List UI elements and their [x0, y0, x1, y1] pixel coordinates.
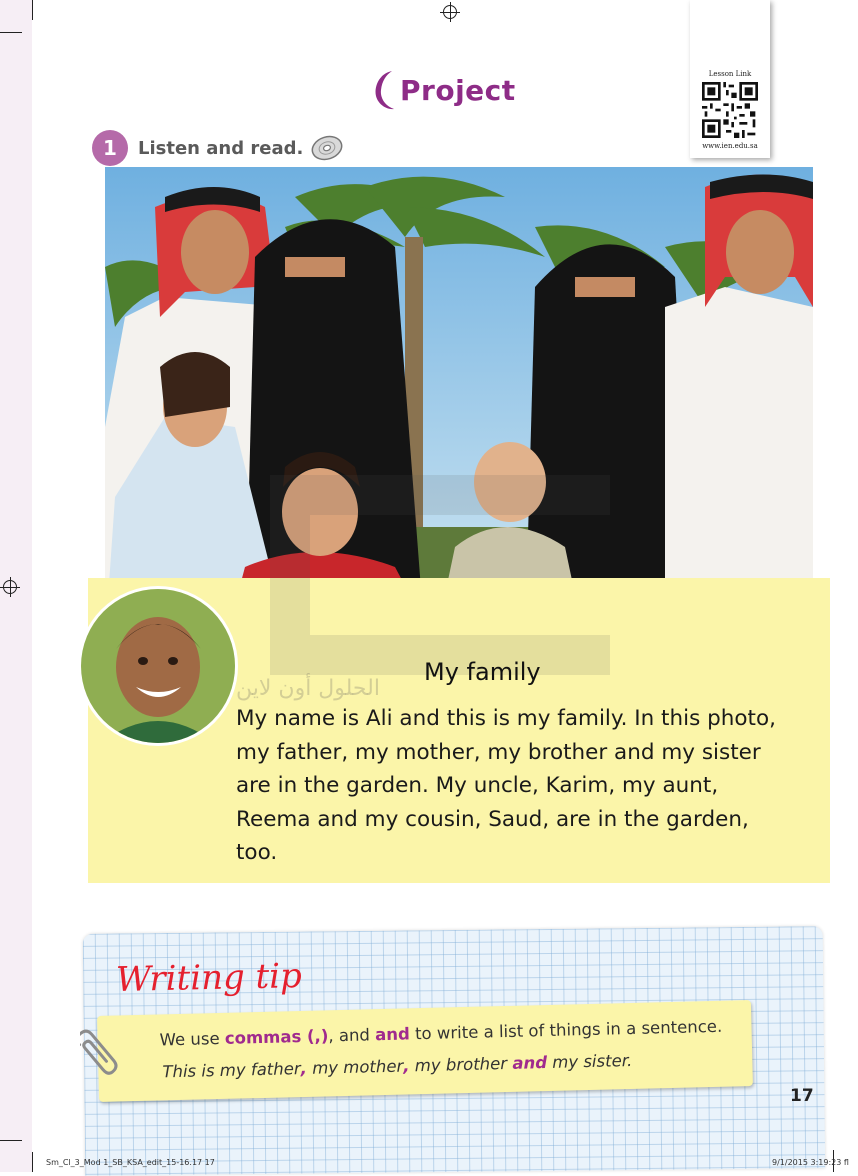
exercise-instruction	[92, 130, 343, 166]
tip-example-comma: ,	[403, 1056, 410, 1076]
crop-mark	[32, 0, 33, 20]
crop-mark	[0, 1140, 22, 1141]
tip-example-text: my sister.	[546, 1050, 633, 1073]
registration-mark-left	[3, 580, 17, 594]
watermark-text: الحلول أون لاين	[236, 676, 380, 701]
story-body: My name is Ali and this is my family. In this photo, my father, my mother, my brother and my sister are in the garden. My uncle, Karim, my aunt, Reema and my cousin, Saud, are in the garden, too.	[236, 706, 776, 865]
tip-example-line	[162, 1051, 632, 1081]
tip-example-and: and	[512, 1053, 548, 1073]
writing-tip-box	[97, 1000, 753, 1102]
crop-mark	[0, 32, 22, 33]
lesson-link-label: Lesson Link	[708, 70, 752, 78]
writing-tip-heading: Writing tip	[115, 956, 303, 1000]
qr-code-icon[interactable]	[702, 82, 758, 138]
lesson-link-card[interactable]	[690, 0, 770, 158]
tip-example-text: my mother	[306, 1056, 404, 1078]
family-photo	[105, 167, 813, 642]
page-number: 17	[790, 1086, 814, 1106]
page-title: Project	[400, 73, 516, 107]
tip-example-comma: ,	[300, 1058, 308, 1079]
tip-text: We use	[159, 1028, 226, 1050]
crescent-icon	[372, 68, 398, 112]
print-slug: Sm_Cl_3_Mod 1_SB_KSA_edit_15-16.17 17	[46, 1158, 215, 1167]
story-title: My family	[424, 658, 541, 686]
instruction-text: Listen and read.	[138, 137, 304, 159]
tip-example-text: my brother	[409, 1053, 513, 1076]
tip-highlight-commas: commas (,)	[224, 1026, 329, 1048]
tip-text: to write a list of things in a sentence.	[409, 1016, 723, 1044]
paperclip-icon	[80, 1020, 128, 1078]
lesson-link-url[interactable]: www.ien.edu.sa	[702, 142, 758, 150]
tip-text: , and	[328, 1025, 376, 1046]
tip-highlight-and: and	[374, 1024, 411, 1045]
crop-mark	[32, 1152, 33, 1172]
print-timestamp: 9/1/2015 3:19:23 fl	[772, 1158, 849, 1167]
ali-avatar	[78, 586, 238, 746]
boy-portrait-icon	[81, 589, 235, 743]
tip-rule-line	[159, 1017, 722, 1050]
tip-example-text: This is my father	[162, 1059, 301, 1082]
page-header	[372, 68, 516, 112]
exercise-number-badge: 1	[92, 130, 128, 166]
cd-icon[interactable]	[311, 135, 343, 161]
registration-mark-top	[443, 5, 457, 19]
